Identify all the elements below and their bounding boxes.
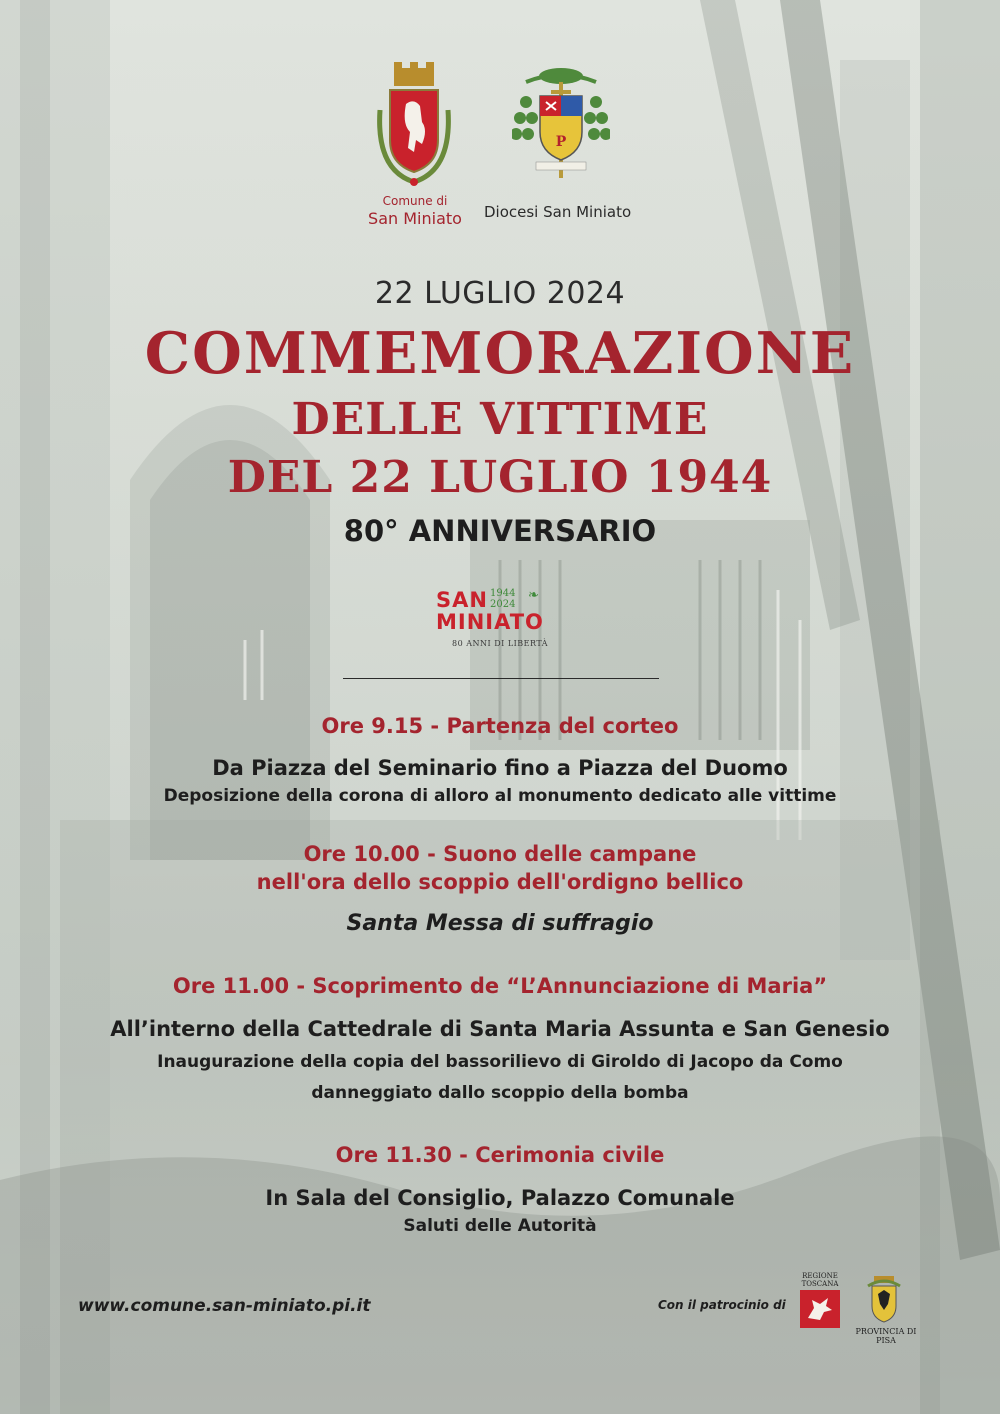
dove-icon: ❧ (528, 588, 539, 603)
event4-heading: Ore 11.30 - Cerimonia civile (335, 1143, 665, 1167)
event2-heading-line2: nell'ora dello scoppio dell'ordigno bellico (256, 870, 744, 894)
anniversary-logo (436, 588, 564, 660)
anniversary-logo-years2: 2024 (490, 599, 516, 610)
event3-main: All’interno della Cattedrale di Santa Maria Assunta e San Genesio (110, 1017, 890, 1041)
anniversary-logo-tagline: 80 ANNI DI LIBERTÀ (452, 639, 549, 648)
provincia-pisa-coat-of-arms-icon (864, 1274, 904, 1324)
anniversary-logo-word2: MINIATO (436, 610, 544, 634)
event2-heading-line1: Ore 10.00 - Suono delle campane (303, 842, 697, 866)
title-line2: DELLE VITTIME (291, 394, 709, 445)
diocesi-label: Diocesi San Miniato (484, 203, 632, 221)
divider (343, 678, 659, 679)
event3-sub-line1: Inaugurazione della copia del bassorilievo di Giroldo di Jacopo da Como (157, 1052, 843, 1072)
patronage-label: Con il patrocinio di (658, 1298, 786, 1312)
regione-toscana-logo (798, 1272, 842, 1336)
anniversary-logo-word1: SAN (436, 588, 488, 612)
comune-coat-of-arms-icon (372, 60, 456, 190)
anniversary-logo-years1: 1944 (490, 588, 516, 599)
event1-sub: Deposizione della corona di alloro al monumento dedicato alle vittime (163, 786, 837, 806)
event1-heading: Ore 9.15 - Partenza del corteo (321, 714, 679, 738)
diocesi-coat-of-arms-icon (512, 62, 610, 180)
event-date: 22 LUGLIO 2024 (374, 276, 626, 311)
event4-main: In Sala del Consiglio, Palazzo Comunale (265, 1186, 735, 1210)
event1-main: Da Piazza del Seminario fino a Piazza del Duomo (212, 756, 788, 780)
event4-sub: Saluti delle Autorità (403, 1216, 597, 1236)
anniversary-subtitle: 80° ANNIVERSARIO (343, 514, 657, 548)
provincia-label: PROVINCIA DI PISA (855, 1327, 917, 1345)
event3-heading: Ore 11.00 - Scoprimento de “L’Annunciazione di Maria” (172, 974, 828, 998)
title-line1: COMMEMORAZIONE (144, 320, 856, 387)
comune-label-line1: Comune di (382, 194, 448, 208)
svg-text:P: P (555, 134, 567, 150)
event3-sub-line2: danneggiato dallo scoppio della bomba (311, 1083, 689, 1103)
website-link[interactable]: www.comune.san-miniato.pi.it (78, 1296, 371, 1316)
event2-main: Santa Messa di suffragio (346, 911, 654, 936)
comune-label-line2: San Miniato (368, 209, 462, 228)
pegasus-icon (800, 1290, 840, 1328)
regione-label-line2: TOSCANA (801, 1280, 839, 1288)
regione-label-line1: REGIONE (802, 1272, 838, 1280)
title-line3: DEL 22 LUGLIO 1944 (227, 452, 773, 503)
